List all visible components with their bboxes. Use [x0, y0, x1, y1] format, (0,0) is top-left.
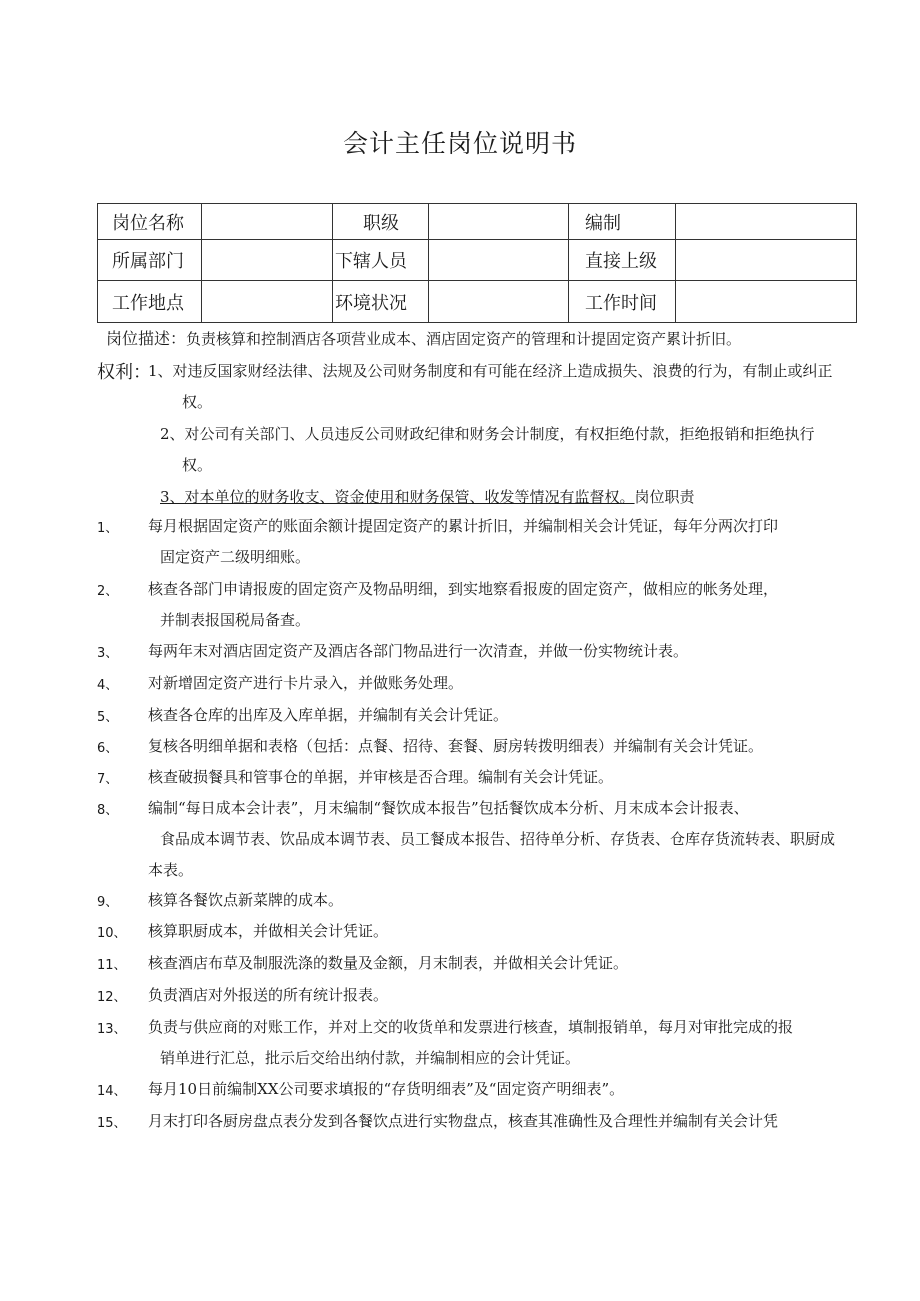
duty-item: 核查各仓库的出库及入库单据，并编制有关会计凭证。 — [148, 706, 509, 724]
duty-item-cont: 食品成本调节表、饮品成本调节表、员工餐成本报告、招待单分析、存货表、仓库存货流转表、职厨成 — [160, 830, 836, 848]
table-row — [98, 204, 857, 240]
duty-item: 每两年末对酒店固定资产及酒店各部门物品进行一次清查，并做一份实物统计表。 — [148, 642, 689, 660]
rights-item-1-cont: 权。 — [182, 393, 213, 411]
duty-number: 9、 — [97, 895, 119, 910]
job-description-label: 岗位描述： — [106, 329, 187, 348]
value-position-name — [202, 204, 333, 240]
duty-item: 月末打印各厨房盘点表分发到各餐饮点进行实物盘点，核查其准确性及合理性并编制有关会计凭 — [148, 1112, 779, 1130]
position-info-table — [97, 203, 857, 323]
duty-item: 核算各餐饮点新菜牌的成本。 — [148, 891, 344, 909]
duty-item: 对新增固定资产进行卡片录入，并做账务处理。 — [148, 674, 464, 692]
label-subordinates: 下辖人员 — [333, 240, 429, 281]
duty-number: 1、 — [97, 521, 119, 536]
duty-number: 8、 — [97, 803, 119, 818]
duty-item: 核查各部门申请报废的固定资产及物品明细，到实地察看报废的固定资产，做相应的帐务处理， — [148, 580, 779, 598]
duties-heading: 岗位职责 — [634, 488, 695, 506]
job-description — [106, 326, 741, 349]
duty-item: 核查破损餐具和管事仓的单据，并审核是否合理。编制有关会计凭证。 — [148, 768, 614, 786]
value-work-hours — [676, 281, 857, 323]
duty-number: 6、 — [97, 741, 119, 756]
duty-number: 10、 — [97, 926, 127, 941]
duty-item: 每月根据固定资产的账面余额计提固定资产的累计折旧，并编制相关会计凭证，每年分两次打印 — [148, 517, 779, 535]
duty-number: 5、 — [97, 710, 119, 725]
duty-number: 14、 — [97, 1084, 127, 1099]
duty-number: 12、 — [97, 990, 127, 1005]
duty-number: 15、 — [97, 1116, 127, 1131]
label-department: 所属部门 — [98, 240, 202, 281]
duty-item: 编制“每日成本会计表”，月末编制“餐饮成本报告”包括餐饮成本分析、月末成本会计报表、 — [148, 799, 749, 817]
rights-item-3-text: 3、对本单位的财务收支、资金使用和财务保管、收发等情况有监督权。 — [160, 488, 635, 506]
label-work-hours: 工作时间 — [569, 281, 676, 323]
duty-number: 7、 — [97, 772, 119, 787]
value-headcount — [676, 204, 857, 240]
duty-item: 复核各明细单据和表格（包括：点餐、招待、套餐、厨房转拨明细表）并编制有关会计凭证。 — [148, 737, 764, 755]
duty-number: 3、 — [97, 646, 119, 661]
value-work-location — [202, 281, 333, 323]
table-row — [98, 281, 857, 323]
value-department — [202, 240, 333, 281]
duty-item: 每月10日前编制XX公司要求填报的“存货明细表”及“固定资产明细表”。 — [148, 1080, 625, 1098]
duty-number: 11、 — [97, 958, 127, 973]
duty-number: 4、 — [97, 678, 119, 693]
duty-number: 2、 — [97, 584, 119, 599]
duty-item: 核查酒店布草及制服洗涤的数量及金额，月末制表，并做相关会计凭证。 — [148, 954, 629, 972]
rights-item-1: 1、对违反国家财经法律、法规及公司财务制度和有可能在经济上造成损失、浪费的行为，有制止或纠正 — [148, 362, 833, 380]
label-grade: 职级 — [333, 204, 429, 240]
label-position-name: 岗位名称 — [98, 204, 202, 240]
duty-item-cont: 并制表报国税局备查。 — [160, 611, 311, 629]
label-headcount: 编制 — [569, 204, 676, 240]
page-title: 会计主任岗位说明书 — [342, 129, 577, 158]
value-direct-superior — [676, 240, 857, 281]
duty-item-cont: 销单进行汇总，批示后交给出纳付款，并编制相应的会计凭证。 — [160, 1049, 581, 1067]
label-work-location: 工作地点 — [98, 281, 202, 323]
duty-item-cont: 本表。 — [148, 861, 194, 879]
value-environment — [429, 281, 569, 323]
duty-item: 负责与供应商的对账工作，并对上交的收货单和发票进行核查，填制报销单，每月对审批完成的报 — [148, 1018, 794, 1036]
rights-item-2: 2、对公司有关部门、人员违反公司财政纪律和财务会计制度，有权拒绝付款，拒绝报销和拒绝执行 — [160, 425, 815, 443]
job-description-text: 负责核算和控制酒店各项营业成本、酒店固定资产的管理和计提固定资产累计折旧。 — [186, 330, 742, 348]
duty-item: 负责酒店对外报送的所有统计报表。 — [148, 986, 389, 1004]
rights-label: 权利： — [97, 362, 151, 383]
duty-number: 13、 — [97, 1022, 127, 1037]
value-grade — [429, 204, 569, 240]
duty-item: 核算职厨成本，并做相关会计凭证。 — [148, 922, 389, 940]
rights-item-3 — [160, 486, 695, 507]
rights-item-2-cont: 权。 — [182, 456, 213, 474]
label-direct-superior: 直接上级 — [569, 240, 676, 281]
label-environment: 环境状况 — [333, 281, 429, 323]
value-subordinates — [429, 240, 569, 281]
duty-item-cont: 固定资产二级明细账。 — [160, 548, 311, 566]
table-row — [98, 240, 857, 281]
